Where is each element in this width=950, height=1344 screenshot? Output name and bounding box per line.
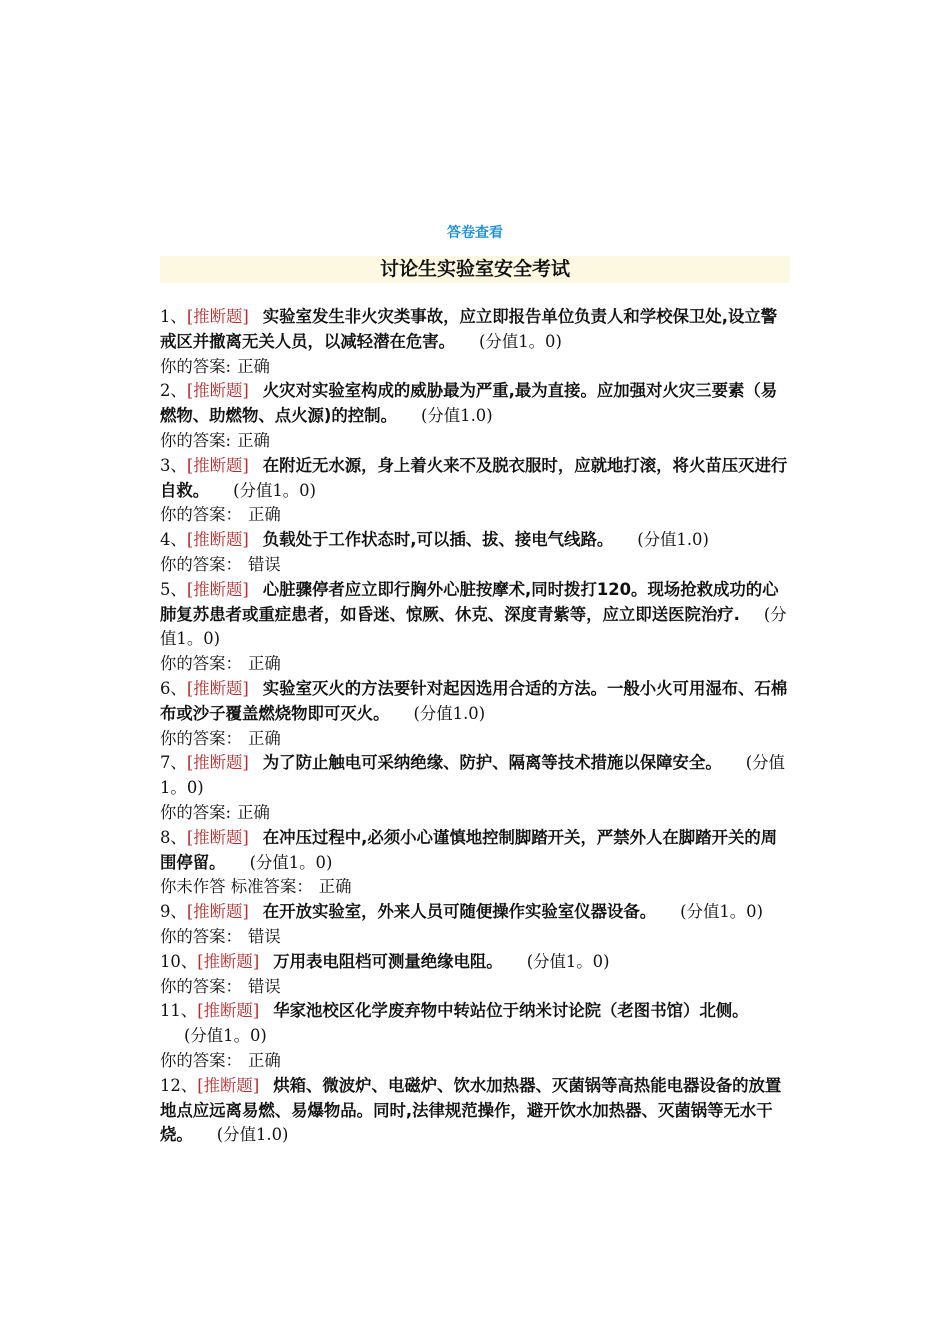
question-score: (分值1.0) [420, 406, 493, 426]
exam-title: 讨论生实验室安全考试 [379, 258, 570, 280]
question-item [160, 751, 790, 825]
question-list [160, 305, 790, 1148]
answer-label: 你的答案： [160, 554, 242, 574]
question-type: [推断题] [186, 381, 249, 401]
answer-label: 你的答案： [160, 1050, 242, 1070]
question-score: (分值1.0) [216, 1125, 289, 1145]
question-type: [推断题] [186, 827, 249, 847]
question-body [160, 305, 790, 355]
answer-value: 正确 [237, 430, 270, 450]
question-type: [推断题] [186, 753, 249, 773]
question-text: 烘箱、微波炉、电磁炉、饮水加热器、灭菌锅等高热能电器设备的放置地点应远离易燃、易爆物品。同时,法律规范操作，避开饮水加热器、灭菌锅等无水干烧。 [160, 1075, 782, 1145]
question-body [160, 454, 790, 504]
question-text: 负载处于工作状态时,可以插、拔、接电气线路。 [262, 530, 614, 550]
question-number: 2、 [160, 381, 187, 401]
question-number: 6、 [160, 678, 187, 698]
question-answer [160, 429, 790, 454]
exam-title-band [160, 256, 790, 283]
question-answer [160, 652, 790, 677]
question-answer [160, 1049, 790, 1074]
question-number: 1、 [160, 307, 187, 326]
answer-label: 你的答案: [160, 356, 232, 376]
question-item [160, 999, 790, 1073]
question-type: [推断题] [197, 1075, 260, 1095]
question-number: 11、 [160, 1001, 198, 1021]
question-number: 9、 [160, 902, 187, 922]
answer-label: 你的答案： [160, 654, 242, 674]
answer-value: 正确 [247, 728, 281, 748]
question-item [160, 950, 790, 1000]
answer-value: 错误 [247, 926, 281, 946]
question-text: 万用表电阻档可测量绝缘电阻。 [273, 951, 503, 971]
question-text: 在开放实验室，外来人员可随便操作实验室仪器设备。 [262, 902, 657, 922]
question-score: (分值1。0) [249, 852, 333, 872]
question-body [160, 677, 790, 727]
question-answer [160, 503, 790, 528]
question-body [160, 900, 790, 925]
question-type: [推断题] [186, 307, 249, 326]
question-type: [推断题] [197, 951, 260, 971]
answer-label: 你未作答 标准答案： [160, 877, 313, 897]
question-score: (分值1.0) [637, 530, 709, 550]
question-number: 5、 [160, 579, 187, 599]
question-answer [160, 801, 790, 826]
question-score: (分值1.0) [413, 703, 486, 723]
answer-value: 错误 [247, 554, 281, 574]
question-text: 在冲压过程中,必须小心谨慎地控制脚踏开关，严禁外人在脚踏开关的周围停留。 [160, 827, 778, 872]
question-item [160, 826, 790, 900]
question-body [160, 999, 790, 1049]
answer-label: 你的答案： [160, 926, 242, 946]
question-text: 实验室灭火的方法要针对起因选用合适的方法。一般小火可用湿布、石棉布或沙子覆盖燃烧物即可灭火。 [160, 678, 788, 723]
answer-label: 你的答案： [160, 505, 242, 525]
question-text: 心脏骤停者应立即行胸外心脏按摩术,同时拨打120。现场抢救成功的心肺复苏患者或重症患者，如昏迷、惊厥、休克、深度青紫等，应立即送医院治疗. [160, 579, 779, 624]
question-answer [160, 553, 790, 578]
question-answer [160, 925, 790, 950]
question-item [160, 379, 790, 453]
question-item [160, 677, 790, 751]
answer-value: 正确 [247, 654, 281, 674]
question-item [160, 528, 790, 578]
question-body [160, 528, 790, 553]
question-body [160, 950, 790, 975]
question-score: (分值1。0) [680, 902, 763, 922]
answer-label: 你的答案: [160, 430, 232, 450]
answer-label: 你的答案： [160, 976, 242, 996]
answer-value: 错误 [247, 976, 281, 996]
question-body [160, 578, 790, 652]
view-answers-link[interactable]: 答卷查看 [447, 225, 503, 241]
answer-value: 正确 [247, 1050, 281, 1070]
answer-value: 正确 [237, 356, 270, 376]
question-answer [160, 727, 790, 752]
question-type: [推断题] [186, 530, 249, 550]
question-body [160, 751, 790, 801]
answer-value: 正确 [237, 802, 270, 822]
question-item [160, 305, 790, 379]
question-score: (分值1。0) [184, 1026, 267, 1046]
question-number: 7、 [160, 753, 187, 773]
question-score: (分值1。0) [160, 604, 787, 649]
question-body [160, 379, 790, 429]
question-score: (分值1。0) [479, 331, 562, 351]
question-text: 为了防止触电可采纳绝缘、防护、隔离等技术措施以保障安全。 [262, 753, 722, 773]
question-number: 3、 [160, 455, 187, 475]
question-item [160, 578, 790, 677]
question-answer [160, 355, 790, 380]
question-text: 火灾对实验室构成的威胁最为严重,最为直接。应加强对火灾三要素（易燃物、助燃物、点火源)的控制。 [160, 381, 778, 426]
answer-label: 你的答案: [160, 802, 232, 822]
question-score: (分值1。0) [160, 753, 785, 798]
question-type: [推断题] [186, 678, 249, 698]
answer-value: 正确 [318, 877, 352, 897]
question-text: 在附近无水源，身上着火来不及脱衣服时，应就地打滚，将火苗压灭进行自救。 [160, 455, 788, 500]
question-body [160, 826, 790, 876]
question-answer [160, 875, 790, 900]
question-item [160, 454, 790, 528]
question-number: 10、 [160, 951, 198, 971]
question-score: (分值1。0) [526, 951, 610, 971]
question-text: 实验室发生非火灾类事故，应立即报告单位负责人和学校保卫处,设立警戒区并撤离无关人员，以减轻潜在危害。 [160, 307, 778, 351]
answer-label: 你的答案： [160, 728, 242, 748]
question-number: 8、 [160, 827, 187, 847]
question-type: [推断题] [186, 579, 249, 599]
question-type: [推断题] [186, 902, 249, 922]
answer-value: 正确 [247, 505, 281, 525]
page-header [0, 222, 950, 242]
question-item [160, 1074, 790, 1148]
question-item [160, 900, 790, 950]
question-type: [推断题] [197, 1001, 260, 1021]
question-text: 华家池校区化学废弃物中转站位于纳米讨论院（老图书馆）北侧。 [273, 1001, 749, 1021]
question-body [160, 1074, 790, 1148]
question-type: [推断题] [186, 455, 249, 475]
question-number: 4、 [160, 530, 187, 550]
question-score: (分值1。0) [233, 480, 316, 500]
question-number: 12、 [160, 1075, 198, 1095]
question-answer [160, 975, 790, 1000]
